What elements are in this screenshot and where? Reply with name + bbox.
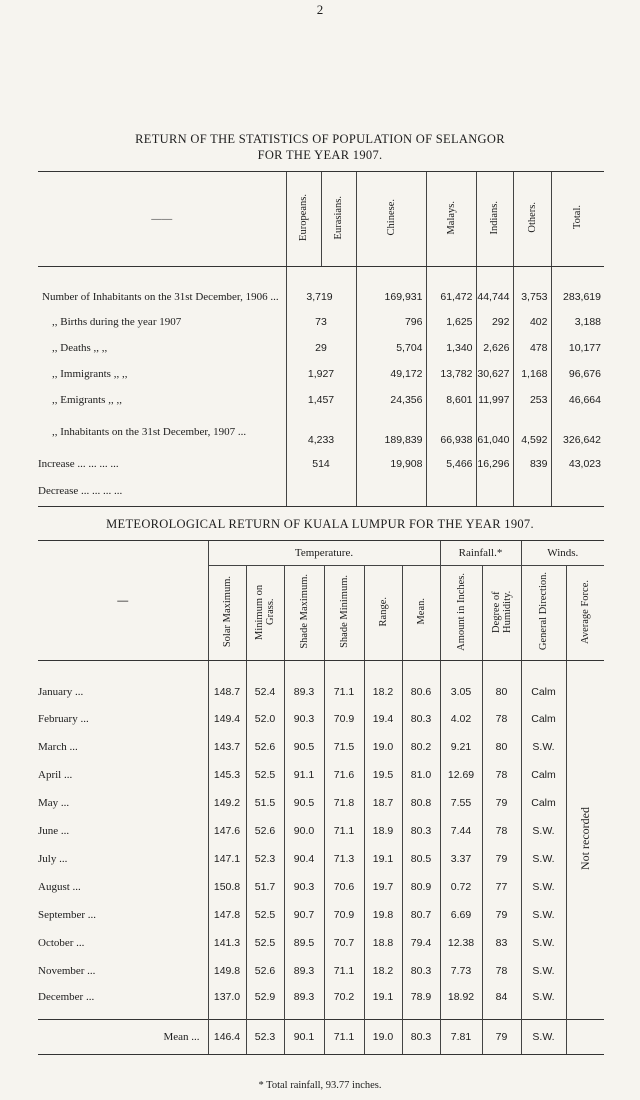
cell: 30,627 <box>476 361 513 387</box>
cell: 10,177 <box>551 335 604 361</box>
cell: 150.8 <box>208 873 246 901</box>
cell <box>513 477 551 507</box>
col-chinese: Chinese. <box>356 172 426 267</box>
cell: 9.21 <box>440 733 482 761</box>
population-title <box>0 131 640 163</box>
cell: 12.38 <box>440 929 482 957</box>
cell: 90.7 <box>284 901 324 929</box>
cell: 16,296 <box>476 451 513 477</box>
cell: 7.55 <box>440 789 482 817</box>
table-row <box>38 335 604 361</box>
cell: 1,168 <box>513 361 551 387</box>
cell: 3.05 <box>440 661 482 705</box>
cell: 18.92 <box>440 985 482 1020</box>
cell: 61,040 <box>476 413 513 451</box>
table-row <box>38 957 604 985</box>
cell: 5,704 <box>356 335 426 361</box>
cell: 141.3 <box>208 929 246 957</box>
cell: 70.6 <box>324 873 364 901</box>
table-row <box>38 789 604 817</box>
col-degree-of-humidity: Degree of Humidity. <box>482 566 521 661</box>
cell: 80.3 <box>402 1019 440 1054</box>
cell: 96,676 <box>551 361 604 387</box>
table-row <box>38 817 604 845</box>
cell: Calm <box>521 705 566 733</box>
cell: 71.1 <box>324 957 364 985</box>
mean-row <box>38 1019 604 1054</box>
cell: 52.6 <box>246 733 284 761</box>
cell: S.W. <box>521 901 566 929</box>
cell: 90.3 <box>284 705 324 733</box>
row-label: Decrease ... ... ... ... <box>38 477 286 507</box>
cell: 145.3 <box>208 761 246 789</box>
cell: 79 <box>482 789 521 817</box>
cell: 12.69 <box>440 761 482 789</box>
cell: 83 <box>482 929 521 957</box>
population-title-line-1: RETURN OF THE STATISTICS OF POPULATION OF SELANGOR <box>135 132 505 146</box>
table-row <box>38 267 604 309</box>
cell: 80.9 <box>402 873 440 901</box>
month-label: July ... <box>38 852 68 865</box>
cell: 478 <box>513 335 551 361</box>
col-average-force: Average Force. <box>566 566 604 661</box>
cell: 19.1 <box>364 985 402 1020</box>
col-others: Others. <box>513 172 551 267</box>
cell: 2,626 <box>476 335 513 361</box>
cell: 3,188 <box>551 309 604 335</box>
cell: 1,340 <box>426 335 476 361</box>
cell: 18.2 <box>364 957 402 985</box>
cell <box>566 1019 604 1054</box>
cell: 80.3 <box>402 957 440 985</box>
cell: 18.8 <box>364 929 402 957</box>
cell: 46,664 <box>551 387 604 413</box>
cell: 52.4 <box>246 661 284 705</box>
cell: 78 <box>482 817 521 845</box>
col-eurasians: Eurasians. <box>321 172 356 267</box>
col-shade-maximum: Shade Maximum. <box>284 566 324 661</box>
cell: 90.5 <box>284 733 324 761</box>
cell: 326,642 <box>551 413 604 451</box>
cell: S.W. <box>521 929 566 957</box>
table-row <box>38 413 604 451</box>
cell: 19.1 <box>364 845 402 873</box>
cell: 81.0 <box>402 761 440 789</box>
cell: 80 <box>482 661 521 705</box>
cell: 52.3 <box>246 845 284 873</box>
table-row <box>38 901 604 929</box>
table-row <box>38 873 604 901</box>
table-row <box>38 705 604 733</box>
col-solar-maximum: Solar Maximum. <box>208 566 246 661</box>
cell: 51.5 <box>246 789 284 817</box>
table-row <box>38 985 604 1020</box>
cell: 149.2 <box>208 789 246 817</box>
cell: 90.1 <box>284 1019 324 1054</box>
col-general-direction: General Direction. <box>521 566 566 661</box>
cell: 84 <box>482 985 521 1020</box>
cell: 43,023 <box>551 451 604 477</box>
cell: 78 <box>482 705 521 733</box>
cell: 79.4 <box>402 929 440 957</box>
cell: S.W. <box>521 817 566 845</box>
cell: 90.4 <box>284 845 324 873</box>
cell: 7.81 <box>440 1019 482 1054</box>
cell: 78 <box>482 761 521 789</box>
cell: 18.9 <box>364 817 402 845</box>
cell: 0.72 <box>440 873 482 901</box>
cell: 402 <box>513 309 551 335</box>
cell: 80.5 <box>402 845 440 873</box>
col-mean: Mean. <box>402 566 440 661</box>
col-indians: Indians. <box>476 172 513 267</box>
cell-europeans-eurasians: 1,457 <box>286 387 356 413</box>
header-blank: —— <box>38 172 286 267</box>
row-label: ,, Emigrants ,, ,, <box>52 393 122 406</box>
month-label: March ... <box>38 740 78 753</box>
cell: S.W. <box>521 1019 566 1054</box>
cell: 90.3 <box>284 873 324 901</box>
cell: 61,472 <box>426 267 476 309</box>
cell: 1,625 <box>426 309 476 335</box>
cell: 148.7 <box>208 661 246 705</box>
table-row <box>38 451 604 477</box>
cell: 19.8 <box>364 901 402 929</box>
cell: 79 <box>482 901 521 929</box>
cell: 146.4 <box>208 1019 246 1054</box>
col-shade-minimum: Shade Minimum. <box>324 566 364 661</box>
average-force-note: Not recorded <box>566 661 604 1020</box>
cell: 149.4 <box>208 705 246 733</box>
cell: 89.5 <box>284 929 324 957</box>
row-label: ,, Births during the year 1907 <box>52 315 182 328</box>
cell: S.W. <box>521 733 566 761</box>
cell: 90.5 <box>284 789 324 817</box>
cell: 292 <box>476 309 513 335</box>
month-label: August ... <box>38 880 81 893</box>
cell: 71.1 <box>324 1019 364 1054</box>
cell: 66,938 <box>426 413 476 451</box>
cell: 80.8 <box>402 789 440 817</box>
cell: 51.7 <box>246 873 284 901</box>
month-label: October ... <box>38 936 85 949</box>
cell: 80.3 <box>402 705 440 733</box>
cell: 78 <box>482 957 521 985</box>
cell: 143.7 <box>208 733 246 761</box>
col-europeans: Europeans. <box>286 172 321 267</box>
row-label: ,, Immigrants ,, ,, <box>52 367 128 380</box>
cell: 11,997 <box>476 387 513 413</box>
mean-label: Mean ... <box>38 1019 208 1054</box>
cell: 80.3 <box>402 817 440 845</box>
cell: S.W. <box>521 985 566 1020</box>
cell: 189,839 <box>356 413 426 451</box>
cell: 4,592 <box>513 413 551 451</box>
cell <box>356 477 426 507</box>
cell-europeans-eurasians: 514 <box>286 451 356 477</box>
cell: 77 <box>482 873 521 901</box>
table-row <box>38 761 604 789</box>
cell-europeans-eurasians: 4,233 <box>286 413 356 451</box>
row-label: ,, Deaths ,, ,, <box>52 341 108 354</box>
cell: 18.2 <box>364 661 402 705</box>
table-row <box>38 929 604 957</box>
cell: 80.6 <box>402 661 440 705</box>
table-row <box>38 661 604 705</box>
group-rainfall: Rainfall.* <box>440 541 521 566</box>
cell: 19.5 <box>364 761 402 789</box>
table-row <box>38 733 604 761</box>
cell: 70.7 <box>324 929 364 957</box>
cell: 70.2 <box>324 985 364 1020</box>
cell: 8,601 <box>426 387 476 413</box>
cell: 70.9 <box>324 705 364 733</box>
cell: 71.6 <box>324 761 364 789</box>
row-label: Increase ... ... ... ... <box>38 457 119 470</box>
cell: 7.44 <box>440 817 482 845</box>
cell: 52.5 <box>246 761 284 789</box>
col-malays: Malays. <box>426 172 476 267</box>
cell: 18.7 <box>364 789 402 817</box>
cell: 52.5 <box>246 901 284 929</box>
col-total: Total. <box>551 172 604 267</box>
cell: 91.1 <box>284 761 324 789</box>
cell: S.W. <box>521 873 566 901</box>
cell: 253 <box>513 387 551 413</box>
cell: 71.1 <box>324 661 364 705</box>
cell: 13,782 <box>426 361 476 387</box>
meteorological-title: METEOROLOGICAL RETURN OF KUALA LUMPUR FOR THE YEAR 1907. <box>106 517 534 531</box>
cell: 70.9 <box>324 901 364 929</box>
cell-europeans-eurasians: 3,719 <box>286 267 356 309</box>
month-label: February ... <box>38 712 89 725</box>
cell: Calm <box>521 789 566 817</box>
cell: 52.9 <box>246 985 284 1020</box>
meteorological-group-row <box>38 541 604 566</box>
cell: 3,753 <box>513 267 551 309</box>
cell: 52.5 <box>246 929 284 957</box>
cell-europeans-eurasians <box>286 477 356 507</box>
month-label: May ... <box>38 796 70 809</box>
col-minimum-on-grass: Minimum on Grass. <box>246 566 284 661</box>
cell: 19.4 <box>364 705 402 733</box>
cell: Calm <box>521 761 566 789</box>
cell: 52.0 <box>246 705 284 733</box>
cell: 80.2 <box>402 733 440 761</box>
table-row <box>38 387 604 413</box>
month-label: June ... <box>38 824 70 837</box>
table-row <box>38 361 604 387</box>
cell: 90.0 <box>284 817 324 845</box>
table-row <box>38 477 604 507</box>
cell: 839 <box>513 451 551 477</box>
cell: S.W. <box>521 957 566 985</box>
cell: 71.5 <box>324 733 364 761</box>
month-label: December ... <box>38 990 95 1003</box>
cell: 283,619 <box>551 267 604 309</box>
cell: 24,356 <box>356 387 426 413</box>
cell: 147.1 <box>208 845 246 873</box>
cell: 5,466 <box>426 451 476 477</box>
cell: 19.7 <box>364 873 402 901</box>
cell: 80 <box>482 733 521 761</box>
cell: 4.02 <box>440 705 482 733</box>
cell <box>551 477 604 507</box>
cell: 52.3 <box>246 1019 284 1054</box>
cell <box>426 477 476 507</box>
month-label: September ... <box>38 908 97 921</box>
cell: 71.3 <box>324 845 364 873</box>
page-number: 2 <box>316 2 324 17</box>
col-amount-in-inches: Amount in Inches. <box>440 566 482 661</box>
cell: 19.0 <box>364 1019 402 1054</box>
month-label: November ... <box>38 964 96 977</box>
cell: 80.7 <box>402 901 440 929</box>
cell: 6.69 <box>440 901 482 929</box>
header-blank: — <box>38 541 208 661</box>
group-winds: Winds. <box>521 541 604 566</box>
cell: S.W. <box>521 845 566 873</box>
cell: 147.6 <box>208 817 246 845</box>
cell: 89.3 <box>284 661 324 705</box>
cell: 796 <box>356 309 426 335</box>
population-title-line-2: FOR THE YEAR 1907. <box>257 148 383 162</box>
cell: 149.8 <box>208 957 246 985</box>
cell: 79 <box>482 845 521 873</box>
meteorological-table <box>38 540 604 1055</box>
cell: 52.6 <box>246 957 284 985</box>
cell: 19.0 <box>364 733 402 761</box>
cell: 147.8 <box>208 901 246 929</box>
cell <box>476 477 513 507</box>
cell: 7.73 <box>440 957 482 985</box>
cell: 52.6 <box>246 817 284 845</box>
cell: 169,931 <box>356 267 426 309</box>
cell-europeans-eurasians: 29 <box>286 335 356 361</box>
cell: 71.8 <box>324 789 364 817</box>
cell-europeans-eurasians: 1,927 <box>286 361 356 387</box>
month-label: January ... <box>38 685 84 698</box>
cell: 19,908 <box>356 451 426 477</box>
footnote: * Total rainfall, 93.77 inches. <box>258 1080 382 1091</box>
cell: 79 <box>482 1019 521 1054</box>
row-label: Number of Inhabitants on the 31st December, 1906 ... <box>42 290 279 303</box>
table-row <box>38 845 604 873</box>
cell: 89.3 <box>284 985 324 1020</box>
cell: 49,172 <box>356 361 426 387</box>
cell: 44,744 <box>476 267 513 309</box>
month-label: April ... <box>38 768 73 781</box>
group-temperature: Temperature. <box>208 541 440 566</box>
cell: 137.0 <box>208 985 246 1020</box>
population-table <box>38 171 604 507</box>
cell: 3.37 <box>440 845 482 873</box>
population-header-row <box>38 172 604 267</box>
table-row <box>38 309 604 335</box>
row-label: ,, Inhabitants on the 31st December, 1907 ... <box>52 425 247 438</box>
cell: 78.9 <box>402 985 440 1020</box>
cell: Calm <box>521 661 566 705</box>
cell: 71.1 <box>324 817 364 845</box>
cell: 89.3 <box>284 957 324 985</box>
cell-europeans-eurasians: 73 <box>286 309 356 335</box>
col-range: Range. <box>364 566 402 661</box>
